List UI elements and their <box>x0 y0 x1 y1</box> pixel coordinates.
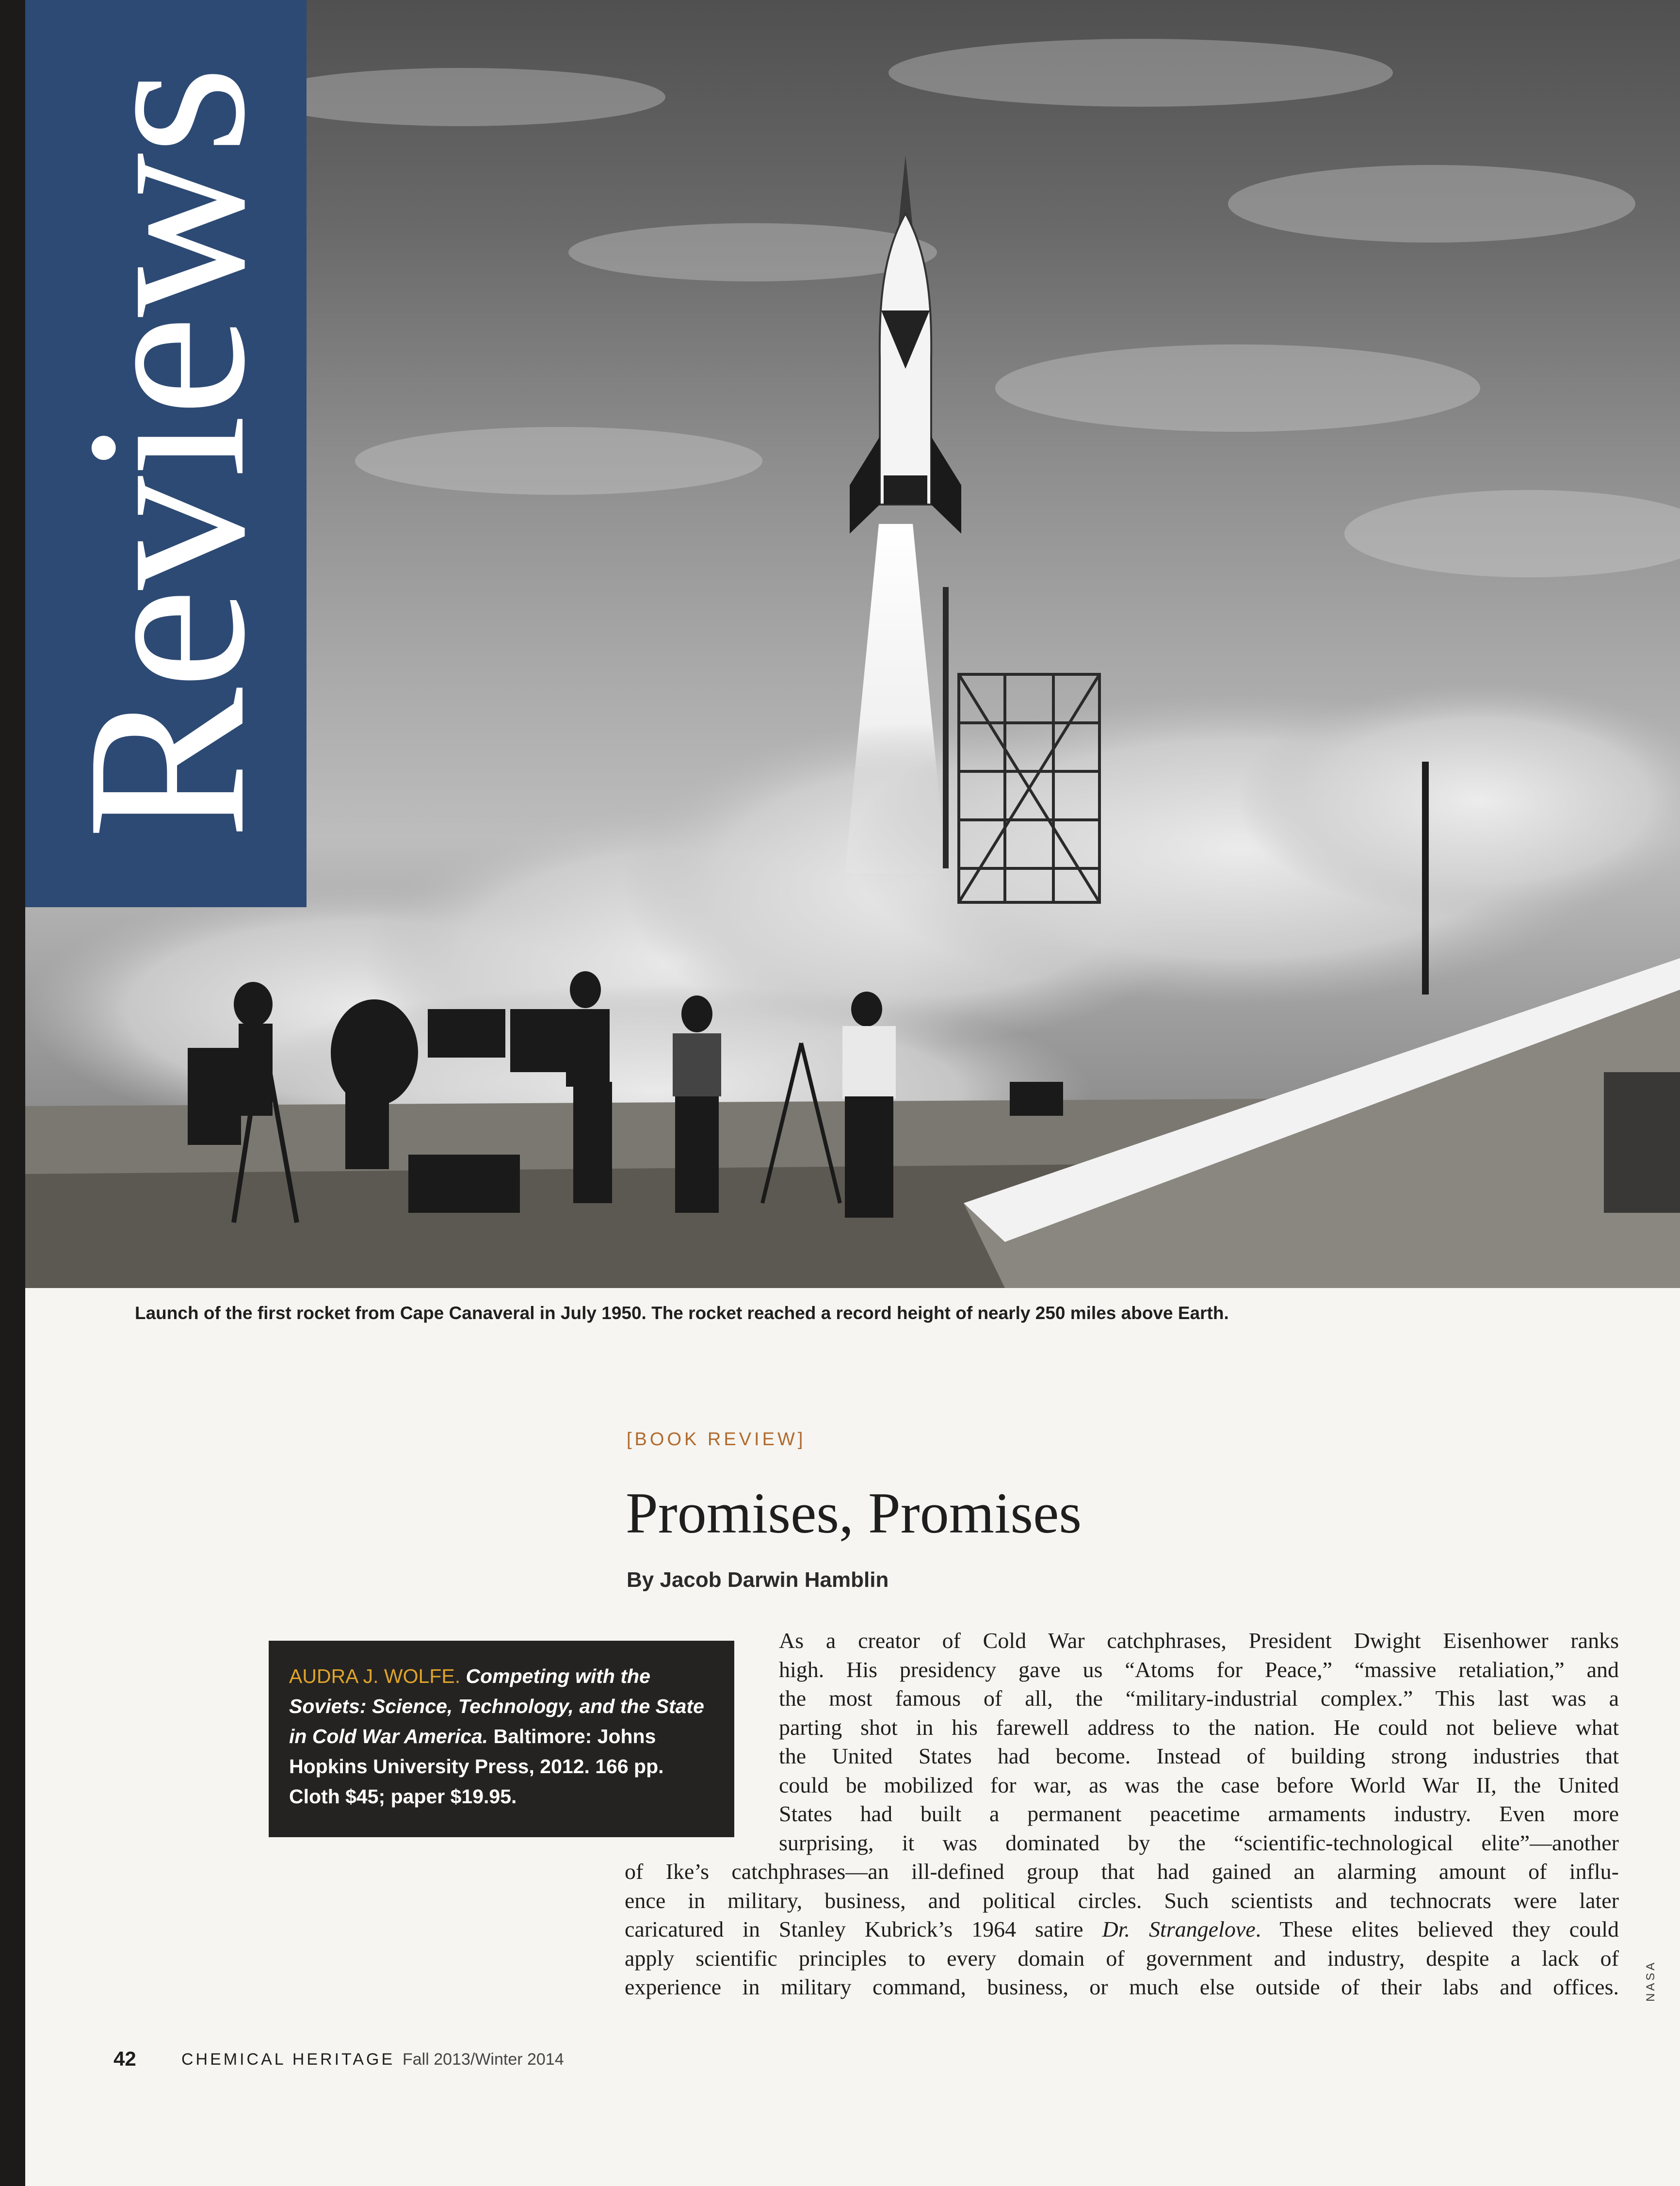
body-line: apply scientific principles to every domain of government and industry, despite a lack of <box>625 1945 1619 1971</box>
article-category-tag: [BOOK REVIEW] <box>627 1429 806 1450</box>
rocket-launch-photo <box>25 0 1680 1288</box>
body-text-run: caricatured in Stanley Kubrick’s 1964 satire <box>625 1917 1083 1941</box>
photo-caption: Launch of the first rocket from Cape Canaveral in July 1950. The rocket reached a record height of nearly 250 miles above Earth. <box>135 1303 1229 1323</box>
body-line: experience in military command, business, or much else outside of their labs and offices. <box>625 1974 1619 1999</box>
book-title: Competing with the Soviets: Science, Technology, and the State in Cold War America. <box>289 1665 704 1747</box>
body-line: States had built a permanent peacetime armaments industry. Even more <box>779 1801 1619 1826</box>
article-body <box>625 1626 1619 2002</box>
reviews-section-band <box>25 0 307 907</box>
body-line: parting shot in his farewell address to the nation. He could not believe what <box>779 1714 1619 1740</box>
body-line: As a creator of Cold War catchphrases, President Dwight Eisenhower ranks <box>779 1628 1619 1653</box>
body-line: the most famous of all, the “military-industrial complex.” This last was a <box>779 1686 1619 1711</box>
body-line: ence in military, business, and political circles. Such scientists and technocrats were later <box>625 1888 1619 1913</box>
magazine-page <box>25 0 1680 2186</box>
body-text-run: . These elites believed they could <box>1255 1917 1619 1941</box>
body-line: could be mobilized for war, as was the case before World War II, the United <box>779 1772 1619 1797</box>
page-number: 42 <box>113 2047 136 2070</box>
article-title: Promises, Promises <box>626 1481 1082 1545</box>
issue-date: Fall 2013/Winter 2014 <box>403 2050 564 2069</box>
body-line: of Ike’s catchphrases—an ill-defined group that had gained an alarming amount of influ- <box>625 1859 1619 1884</box>
film-title: Dr. Strangelove <box>1102 1917 1256 1941</box>
body-line: the United States had become. Instead of building strong industries that <box>779 1744 1619 1768</box>
body-line: high. His presidency gave us “Atoms for Peace,” “massive retaliation,” and <box>779 1657 1619 1682</box>
section-heading: Reviews <box>39 67 292 840</box>
book-author: AUDRA J. WOLFE. <box>289 1665 461 1687</box>
journal-name: CHEMICAL HERITAGE <box>181 2050 395 2069</box>
body-line: surprising, it was dominated by the “scientific-technological elite”—another <box>779 1830 1619 1855</box>
body-line-with-italic <box>625 1915 1619 1944</box>
rocket-illustration <box>850 155 961 534</box>
book-publication-details: Baltimore: Johns Hopkins University Press, 2012. 166 pp. Cloth $45; paper $19.95. <box>289 1725 664 1808</box>
article-byline: By Jacob Darwin Hamblin <box>627 1568 889 1592</box>
photo-credit: NASA <box>1644 1960 1657 2002</box>
